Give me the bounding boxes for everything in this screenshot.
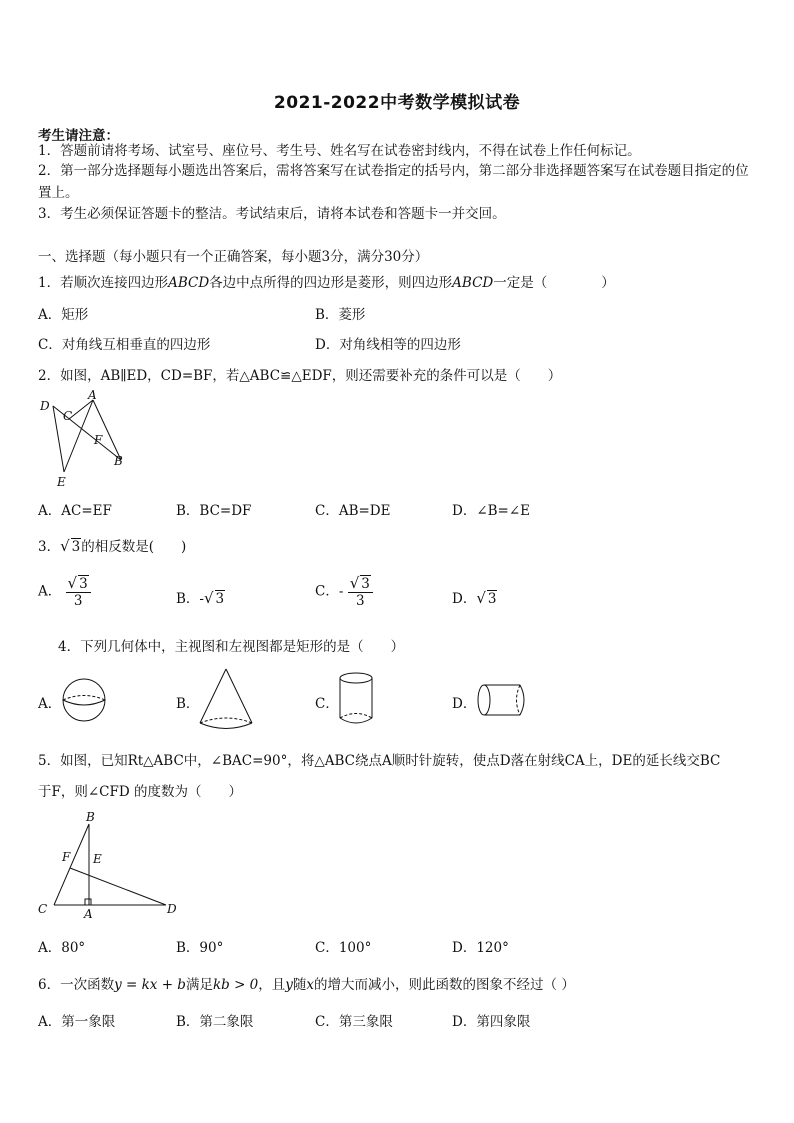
q5-segment-cb	[54, 824, 89, 905]
q2-segment-ab	[93, 400, 121, 460]
q4-option-b[interactable]: B．	[176, 696, 200, 712]
question-1-stem	[38, 271, 615, 291]
q2-option-a[interactable]: A．AC=EF	[38, 503, 112, 519]
q1-text-a: 1．若顺次连接四边形	[38, 275, 169, 291]
question-6-stem	[38, 973, 575, 993]
q3-c-denominator: 3	[355, 593, 365, 609]
q3-b-neg: -	[199, 591, 204, 607]
notice-item-3: 3．考生必须保证答题卡的整洁。考试结束后，请将本试卷和答题卡一并交回。	[38, 206, 506, 222]
q2-triangle-figure	[36, 388, 136, 490]
question-5-line-2: 于F，则∠CFD 的度数为（ ）	[38, 784, 242, 800]
q3-text: 的相反数是( )	[81, 539, 187, 555]
q3-a-denominator: 3	[73, 593, 83, 609]
notice-item-2: 2．第一部分选择题每小题选出答案后，需将答案写在试卷指定的括号内，第二部分非选择题答案写在试卷题目指定的位置上。	[38, 163, 749, 201]
q2-label-c: C	[63, 409, 73, 423]
q3-option-a[interactable]	[38, 575, 91, 609]
cylinder-lying-icon	[474, 682, 532, 720]
q4-option-c[interactable]: C．	[315, 696, 339, 712]
q6-option-d[interactable]: D．第四象限	[452, 1014, 531, 1030]
q2-label-a: A	[88, 388, 97, 402]
sphere-icon	[60, 676, 110, 724]
q5-option-a[interactable]: A．80°	[38, 940, 86, 956]
question-3-stem	[38, 535, 186, 555]
cylinder-upright-icon	[337, 670, 377, 728]
q5-triangle-figure	[36, 808, 186, 924]
q1-option-d[interactable]: D．对角线相等的四边形	[315, 337, 461, 353]
q3-option-c-fraction: $\frac{√ 3}{3}$	[348, 575, 373, 609]
q6-var-x: x	[306, 977, 315, 993]
q2-label-e: E	[57, 475, 66, 489]
q3-d-radicand: 3	[487, 591, 497, 607]
q3-option-a-fraction: $\frac{√ 3}{3}$	[66, 575, 91, 609]
q3-option-d[interactable]: D．√ 3	[452, 589, 497, 607]
notice-item-1: 1．答题前请将考场、试室号、座位号、考生号、姓名写在试卷密封线内，不得在试卷上作任何标记。	[38, 143, 641, 159]
q3-c-radicand: 3	[361, 576, 370, 592]
q6-option-c[interactable]: C．第三象限	[315, 1014, 393, 1030]
q1-option-a[interactable]: A．矩形	[38, 307, 89, 323]
q3-option-c[interactable]	[315, 575, 373, 609]
q6-text-a: 6．一次函数	[38, 977, 115, 993]
section-heading: 一、选择题（每小题只有一个正确答案，每小题3分，满分30分）	[38, 249, 429, 265]
q5-option-c[interactable]: C．100°	[315, 940, 372, 956]
q6-option-a[interactable]: A．第一象限	[38, 1014, 116, 1030]
question-2-stem: 2．如图，AB∥ED，CD=BF，若△ABC≌△EDF，则还需要补充的条件可以是（ ）	[38, 368, 562, 384]
q5-label-f: F	[62, 850, 71, 864]
q2-label-f: F	[94, 433, 103, 447]
q3-a-radicand: 3	[79, 576, 88, 592]
q2-option-d[interactable]: D．∠B=∠E	[452, 503, 531, 519]
q5-option-b[interactable]: B．90°	[176, 940, 224, 956]
q6-text-b: 满足	[185, 977, 213, 993]
q6-var-y: y	[285, 977, 293, 993]
q2-label-b: B	[114, 454, 123, 468]
right-angle-marker-icon	[85, 899, 91, 905]
q3-b-radicand: 3	[215, 591, 225, 607]
notice-heading: 考生请注意：	[38, 128, 119, 144]
q1-option-c[interactable]: C．对角线互相垂直的四边形	[38, 337, 211, 353]
q4-option-d[interactable]: D．	[452, 696, 477, 712]
q1-text-c: 一定是（ ）	[493, 275, 615, 291]
q3-option-d-letter: D．	[452, 591, 477, 607]
q2-option-b[interactable]: B．BC=DF	[176, 503, 252, 519]
page-title: 2021-2022中考数学模拟试卷	[273, 93, 521, 113]
q5-label-b: B	[86, 810, 95, 824]
q3-number: 3．	[38, 539, 61, 555]
q1-var-abcd: ABCD	[168, 275, 210, 291]
q1-var-abcd-2: ABCD	[452, 275, 494, 291]
q2-option-c[interactable]: C．AB=DE	[315, 503, 391, 519]
q2-label-d: D	[40, 399, 50, 413]
q3-option-b-letter: B．	[176, 591, 200, 607]
q1-text-b: 各边中点所得的四边形是菱形，则四边形	[209, 275, 453, 291]
cone-icon	[196, 666, 256, 734]
q5-label-a: A	[84, 907, 93, 921]
q3-option-c-letter: C．	[315, 583, 339, 600]
q3-option-b[interactable]: B．-√ 3	[176, 589, 225, 607]
q3-option-a-letter: A．	[38, 583, 62, 600]
question-4-stem: 4．下列几何体中，主视图和左视图都是矩形的是（ ）	[58, 639, 405, 655]
question-5-line-1: 5．如图，已知Rt△ABC中，∠BAC=90°，将△ABC绕点A顺时针旋转，使点D落在射线CA上，DE的延长线交BC	[38, 753, 721, 769]
q1-option-b[interactable]: B．菱形	[315, 307, 366, 323]
q4-option-a[interactable]: A．	[38, 696, 62, 712]
q3-radicand: 3	[71, 539, 81, 555]
q6-text-e: 的增大而减小，则此函数的图象不经过（ ）	[314, 977, 575, 993]
q6-expression: y = kx + b	[114, 977, 186, 993]
q6-text-c: ，且	[258, 977, 286, 993]
q5-label-d: D	[167, 902, 177, 916]
q5-label-c: C	[38, 902, 48, 916]
q3-c-neg: -	[338, 583, 344, 600]
q6-option-b[interactable]: B．第二象限	[176, 1014, 254, 1030]
q5-segment-fd	[70, 868, 166, 905]
q5-option-d[interactable]: D．120°	[452, 940, 509, 956]
q6-condition: kb > 0	[212, 977, 259, 993]
q6-text-d: 随	[292, 977, 307, 993]
radical-sign-icon: √	[60, 537, 70, 555]
q5-label-e: E	[93, 852, 102, 866]
